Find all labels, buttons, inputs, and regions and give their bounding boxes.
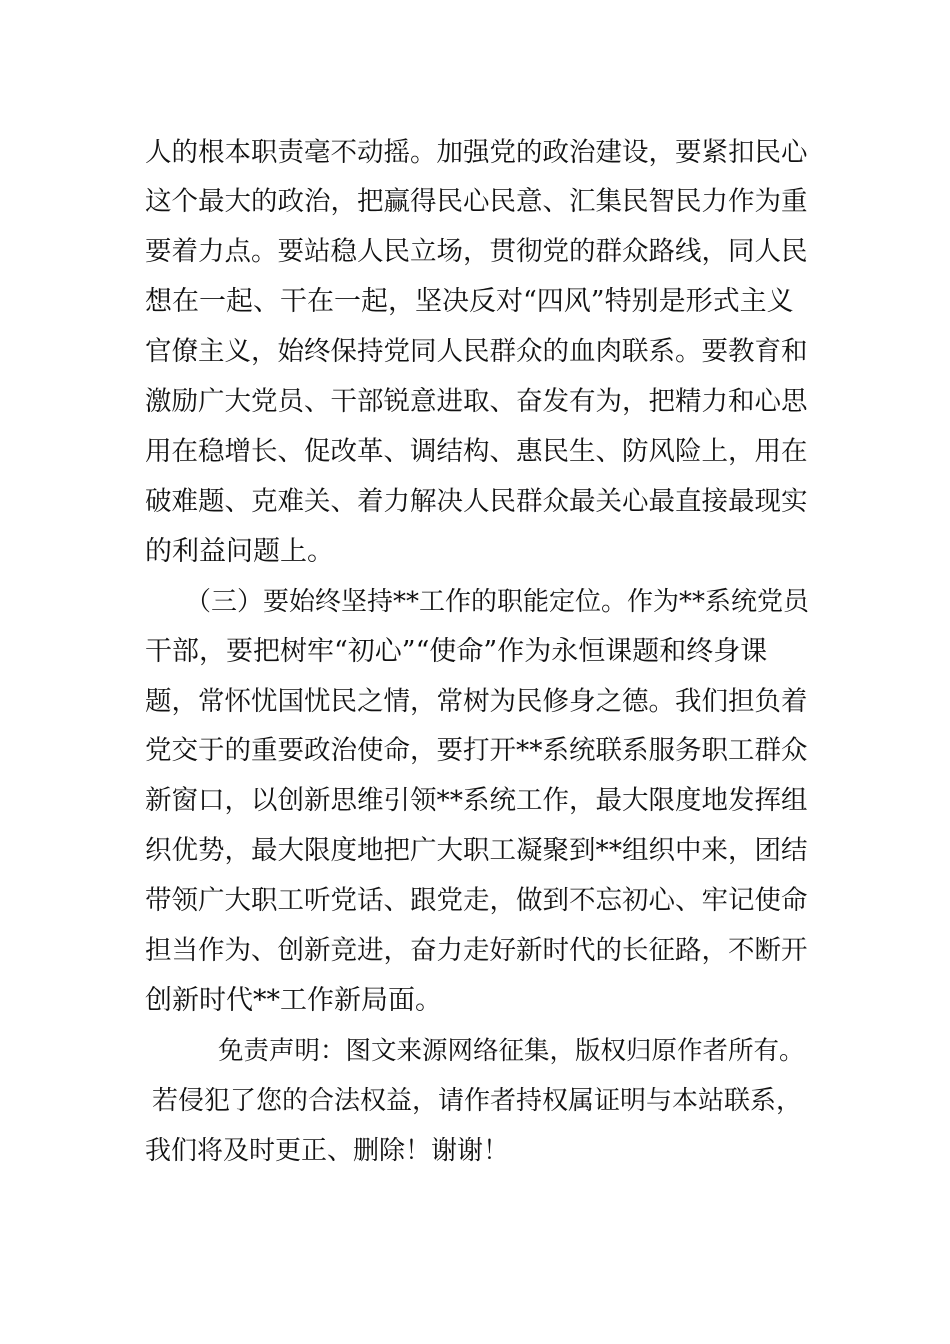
section-heading-line: （三）要始终坚持**工作的职能定位。作为**系统党员: [185, 587, 810, 617]
body-text-line: 织优势，最大限度地把广大职工凝聚到**组织中来，团结: [145, 835, 808, 866]
disclaimer-line: 若侵犯了您的合法权益，请作者持权属证明与本站联系，: [152, 1086, 803, 1116]
body-text-line: 带领广大职工听党话、跟党走，做到不忘初心、牢记使命: [145, 885, 808, 916]
body-text-line: 用在稳增长、促改革、调结构、惠民生、防风险上，用在: [145, 436, 808, 467]
body-text-line: 人的根本职责毫不动摇。加强党的政治建设，要紧扣民心: [145, 137, 808, 168]
body-text-line: 新窗口，以创新思维引领**系统工作，最大限度地发挥组: [145, 785, 808, 816]
body-text-line: 想在一起、干在一起，坚决反对“四风”特别是形式主义: [145, 286, 794, 317]
body-text-line: 的利益问题上。: [145, 536, 334, 567]
body-text-line: 破难题、克难关、着力解决人民群众最关心最直接最现实: [145, 486, 808, 517]
disclaimer-line: 我们将及时更正、删除！谢谢！: [145, 1136, 510, 1166]
body-text-line: 这个最大的政治，把赢得民心民意、汇集民智民力作为重: [145, 186, 808, 217]
body-text-line: 官僚主义，始终保持党同人民群众的血肉联系。要教育和: [145, 336, 808, 367]
body-text-line: 党交于的重要政治使命，要打开**系统联系服务职工群众: [145, 735, 808, 766]
body-text-line: 激励广大党员、干部锐意进取、奋发有为，把精力和心思: [145, 386, 808, 417]
body-text-line: 题，常怀忧国忧民之情，常树为民修身之德。我们担负着: [145, 686, 808, 717]
disclaimer-line: 免责声明：图文来源网络征集，版权归原作者所有。: [218, 1036, 805, 1066]
body-text-line: 担当作为、创新竞进，奋力走好新时代的长征路，不断开: [145, 935, 808, 966]
body-text-line: 要着力点。要站稳人民立场，贯彻党的群众路线，同人民: [145, 236, 808, 267]
body-text-line: 干部，要把树牢“初心”“使命”作为永恒课题和终身课: [145, 636, 768, 667]
body-text-line: 创新时代**工作新局面。: [145, 985, 442, 1016]
